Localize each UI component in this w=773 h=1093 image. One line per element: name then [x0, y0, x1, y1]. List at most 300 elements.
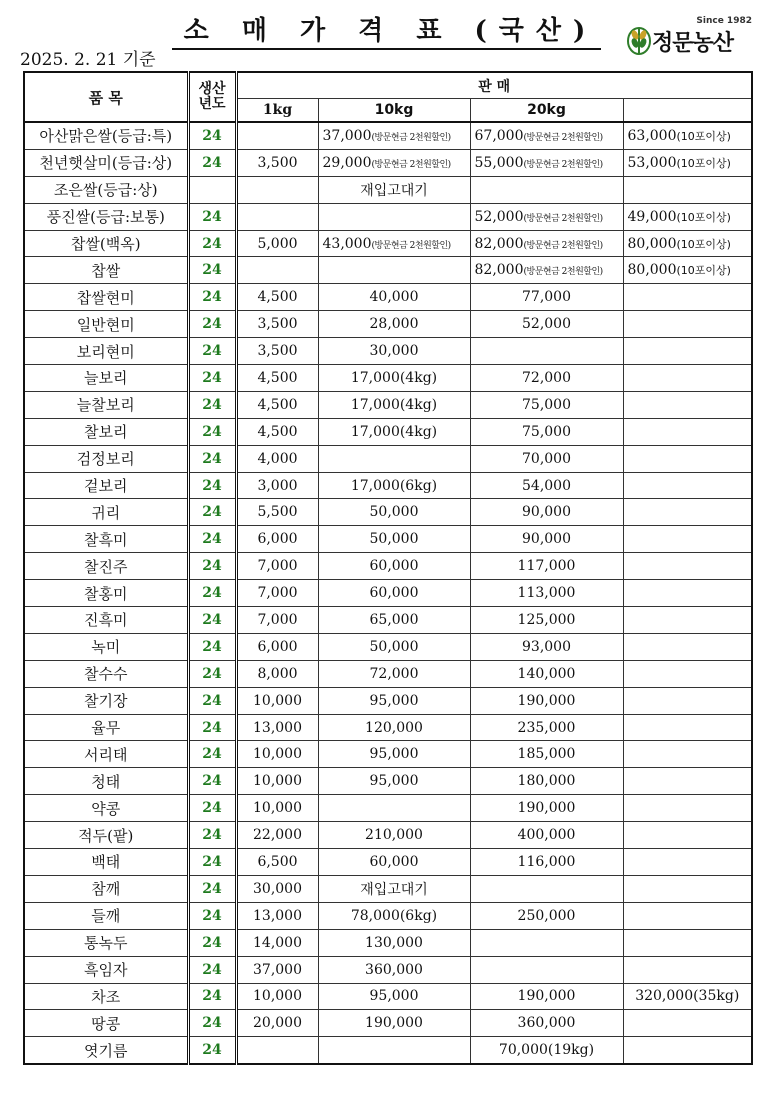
price-10kg-value: 360,000 [365, 961, 423, 978]
price-rows [24, 122, 752, 1064]
item-name: 참깨 [24, 875, 188, 902]
production-year: 24 [188, 203, 236, 230]
price-10kg-note: (방문현금 2천원할인) [371, 132, 451, 143]
price-20kg [470, 284, 623, 311]
table-row [24, 1037, 752, 1064]
price-20kg [470, 741, 623, 768]
item-name: 찹쌀 [24, 257, 188, 284]
table-row [24, 902, 752, 929]
price-1kg: 4,500 [236, 391, 318, 418]
price-20kg [470, 230, 623, 257]
price-bulk [623, 633, 752, 660]
production-year: 24 [188, 553, 236, 580]
price-10kg [318, 338, 470, 365]
price-10kg [318, 633, 470, 660]
item-name: 약콩 [24, 795, 188, 822]
price-20kg [470, 902, 623, 929]
price-1kg: 4,000 [236, 445, 318, 472]
production-year: 24 [188, 472, 236, 499]
price-bulk [623, 580, 752, 607]
price-1kg: 3,500 [236, 311, 318, 338]
price-bulk [623, 741, 752, 768]
production-year: 24 [188, 338, 236, 365]
price-bulk [623, 956, 752, 983]
price-1kg [236, 203, 318, 230]
price-bulk [623, 149, 752, 176]
price-bulk [623, 875, 752, 902]
production-year: 24 [188, 768, 236, 795]
table-row [24, 365, 752, 392]
price-10kg [318, 929, 470, 956]
price-20kg [470, 1037, 623, 1064]
price-20kg [470, 849, 623, 876]
price-10kg [318, 203, 470, 230]
item-name: 찹쌀현미 [24, 284, 188, 311]
price-20kg-value: 54,000 [522, 477, 571, 494]
item-name: 흑임자 [24, 956, 188, 983]
price-20kg-value: 90,000 [522, 504, 571, 521]
price-1kg: 8,000 [236, 660, 318, 687]
table-row [24, 660, 752, 687]
page-title: 소 매 가 격 표 (국산) [0, 10, 773, 47]
table-row [24, 122, 752, 149]
price-bulk [623, 257, 752, 284]
price-10kg-value: 130,000 [365, 934, 423, 951]
price-20kg-value: 75,000 [522, 423, 571, 440]
price-20kg [470, 338, 623, 365]
price-10kg-value: 29,000 [322, 154, 372, 171]
item-name: 엿기름 [24, 1037, 188, 1064]
production-year: 24 [188, 311, 236, 338]
price-20kg [470, 875, 623, 902]
price-10kg [318, 176, 470, 203]
price-10kg-value: 50,000 [369, 638, 419, 655]
table-row [24, 149, 752, 176]
price-20kg [470, 580, 623, 607]
price-10kg [318, 553, 470, 580]
price-table [23, 71, 753, 1065]
price-10kg [318, 795, 470, 822]
price-20kg [470, 122, 623, 149]
price-20kg-note: (방문현금 2천원할인) [523, 240, 603, 251]
price-1kg [236, 176, 318, 203]
price-20kg-value: 180,000 [517, 773, 576, 790]
price-bulk-value: 53,000 [627, 154, 677, 171]
production-year [188, 176, 236, 203]
price-1kg: 22,000 [236, 822, 318, 849]
price-10kg [318, 902, 470, 929]
item-name: 보리현미 [24, 338, 188, 365]
price-10kg-note: (방문현금 2천원할인) [371, 159, 451, 170]
price-1kg: 6,500 [236, 849, 318, 876]
price-20kg-note: (방문현금 2천원할인) [523, 132, 603, 143]
price-bulk [623, 445, 752, 472]
item-name: 찰홍미 [24, 580, 188, 607]
price-bulk [623, 687, 752, 714]
price-20kg [470, 660, 623, 687]
price-20kg-value: 70,000(19kg) [498, 1042, 595, 1059]
table-row [24, 257, 752, 284]
production-year: 24 [188, 929, 236, 956]
item-name: 율무 [24, 714, 188, 741]
price-20kg [470, 929, 623, 956]
price-20kg-value: 67,000 [474, 127, 524, 144]
item-name: 찰기장 [24, 687, 188, 714]
price-bulk [623, 472, 752, 499]
price-20kg-value: 70,000 [522, 450, 571, 467]
price-20kg-value: 52,000 [474, 208, 524, 225]
item-name: 찰진주 [24, 553, 188, 580]
price-20kg [470, 418, 623, 445]
price-bulk [623, 553, 752, 580]
price-10kg [318, 149, 470, 176]
price-1kg: 7,000 [236, 607, 318, 634]
price-1kg: 20,000 [236, 1010, 318, 1037]
price-10kg [318, 875, 470, 902]
header-20kg: 20kg [470, 99, 623, 123]
price-10kg [318, 499, 470, 526]
table-row [24, 875, 752, 902]
price-20kg-note: (방문현금 2천원할인) [523, 159, 603, 170]
price-bulk-value: 49,000 [627, 208, 677, 225]
price-1kg: 4,500 [236, 365, 318, 392]
price-10kg [318, 1010, 470, 1037]
price-10kg-value: 37,000 [322, 127, 372, 144]
price-10kg [318, 1037, 470, 1064]
price-20kg [470, 795, 623, 822]
production-year: 24 [188, 365, 236, 392]
header-item: 품 목 [24, 72, 188, 122]
price-10kg [318, 607, 470, 634]
price-20kg [470, 714, 623, 741]
table-row [24, 795, 752, 822]
price-10kg-value: 120,000 [365, 719, 423, 736]
price-10kg-value: 50,000 [369, 531, 419, 548]
price-10kg-value: 190,000 [365, 1015, 423, 1032]
item-name: 서리태 [24, 741, 188, 768]
price-1kg [236, 122, 318, 149]
price-1kg: 7,000 [236, 553, 318, 580]
price-10kg [318, 257, 470, 284]
price-1kg: 7,000 [236, 580, 318, 607]
price-20kg-value: 190,000 [517, 692, 576, 709]
price-bulk [623, 122, 752, 149]
price-bulk [623, 902, 752, 929]
price-10kg-value: 50,000 [369, 504, 419, 521]
price-1kg: 30,000 [236, 875, 318, 902]
price-10kg [318, 391, 470, 418]
production-year: 24 [188, 284, 236, 311]
price-10kg [318, 822, 470, 849]
production-year: 24 [188, 445, 236, 472]
table-row [24, 768, 752, 795]
production-year: 24 [188, 687, 236, 714]
price-bulk [623, 660, 752, 687]
item-name: 청태 [24, 768, 188, 795]
production-year: 24 [188, 633, 236, 660]
price-20kg [470, 687, 623, 714]
production-year: 24 [188, 902, 236, 929]
price-20kg-value: 250,000 [517, 907, 576, 924]
price-bulk-note: (10포이상) [676, 129, 731, 143]
price-1kg: 13,000 [236, 902, 318, 929]
item-name: 찰흑미 [24, 526, 188, 553]
price-10kg [318, 230, 470, 257]
price-bulk [623, 849, 752, 876]
header-1kg: 1kg [236, 99, 318, 123]
price-bulk [623, 929, 752, 956]
item-name: 천년햇살미(등급:상) [24, 149, 188, 176]
table-row [24, 1010, 752, 1037]
price-10kg-value: 40,000 [369, 289, 419, 306]
price-10kg [318, 741, 470, 768]
price-bulk [623, 607, 752, 634]
header-year: 생산년도 [188, 72, 236, 122]
table-row [24, 849, 752, 876]
production-year: 24 [188, 499, 236, 526]
item-name: 백태 [24, 849, 188, 876]
price-bulk [623, 1010, 752, 1037]
price-1kg: 4,500 [236, 284, 318, 311]
price-20kg [470, 983, 623, 1010]
price-bulk [623, 983, 752, 1010]
header-sale: 판 매 [236, 72, 752, 99]
price-10kg [318, 768, 470, 795]
price-bulk-note: (10포이상) [676, 156, 731, 170]
logo-since: Since 1982 [696, 16, 752, 26]
table-row [24, 230, 752, 257]
item-name: 겉보리 [24, 472, 188, 499]
production-year: 24 [188, 122, 236, 149]
price-10kg [318, 687, 470, 714]
price-bulk-note: (10포이상) [676, 264, 731, 278]
table-row [24, 499, 752, 526]
table-row [24, 929, 752, 956]
price-20kg-value: 82,000 [474, 235, 524, 252]
production-year: 24 [188, 391, 236, 418]
price-10kg-value: 60,000 [369, 558, 419, 575]
price-10kg [318, 122, 470, 149]
price-20kg [470, 633, 623, 660]
item-name: 차조 [24, 983, 188, 1010]
price-bulk [623, 1037, 752, 1064]
table-row [24, 284, 752, 311]
price-20kg-note: (방문현금 2천원할인) [523, 267, 603, 278]
production-year: 24 [188, 230, 236, 257]
price-20kg-value: 72,000 [522, 369, 571, 386]
price-10kg-value: 72,000 [369, 665, 419, 682]
production-year: 24 [188, 714, 236, 741]
price-1kg: 10,000 [236, 741, 318, 768]
price-20kg [470, 445, 623, 472]
production-year: 24 [188, 149, 236, 176]
price-20kg [470, 391, 623, 418]
production-year: 24 [188, 257, 236, 284]
item-name: 늘보리 [24, 365, 188, 392]
price-10kg-value: 17,000(6kg) [350, 477, 438, 494]
table-row [24, 445, 752, 472]
price-10kg [318, 849, 470, 876]
reference-date: 2025. 2. 21 기준 [20, 50, 156, 70]
price-20kg [470, 499, 623, 526]
item-name: 찹쌀(백옥) [24, 230, 188, 257]
price-bulk [623, 176, 752, 203]
price-10kg-value: 17,000(4kg) [350, 369, 438, 386]
price-1kg: 4,500 [236, 418, 318, 445]
price-bulk-value: 80,000 [627, 262, 677, 279]
price-bulk [623, 714, 752, 741]
price-20kg-value: 140,000 [517, 665, 576, 682]
price-10kg-value: 95,000 [369, 746, 419, 763]
price-10kg-value: 78,000(6kg) [350, 907, 438, 924]
production-year: 24 [188, 983, 236, 1010]
price-bulk [623, 391, 752, 418]
price-10kg [318, 472, 470, 499]
item-name: 땅콩 [24, 1010, 188, 1037]
price-bulk [623, 499, 752, 526]
price-1kg: 10,000 [236, 687, 318, 714]
price-bulk [623, 418, 752, 445]
price-bulk-value: 320,000(35kg) [635, 988, 740, 1005]
price-10kg-value: 65,000 [369, 611, 419, 628]
price-10kg [318, 714, 470, 741]
price-1kg: 13,000 [236, 714, 318, 741]
price-1kg: 3,500 [236, 338, 318, 365]
price-10kg [318, 365, 470, 392]
price-10kg-value: 17,000(4kg) [350, 423, 438, 440]
price-1kg: 5,000 [236, 230, 318, 257]
production-year: 24 [188, 580, 236, 607]
price-20kg-value: 117,000 [517, 558, 576, 575]
item-name: 적두(팥) [24, 822, 188, 849]
price-10kg-value: 95,000 [369, 988, 419, 1005]
table-row [24, 553, 752, 580]
item-name: 검정보리 [24, 445, 188, 472]
price-10kg-value: 60,000 [369, 585, 419, 602]
price-20kg-value: 125,000 [517, 611, 576, 628]
price-20kg-value: 82,000 [474, 262, 524, 279]
table-row [24, 607, 752, 634]
price-20kg [470, 176, 623, 203]
price-1kg: 14,000 [236, 929, 318, 956]
price-bulk [623, 526, 752, 553]
production-year: 24 [188, 849, 236, 876]
price-20kg-value: 77,000 [522, 289, 571, 306]
price-bulk [623, 795, 752, 822]
item-name: 통녹두 [24, 929, 188, 956]
header-10kg: 10kg [318, 99, 470, 123]
price-20kg [470, 365, 623, 392]
price-20kg-value: 113,000 [517, 585, 576, 602]
price-bulk [623, 338, 752, 365]
price-bulk-note: (10포이상) [676, 237, 731, 251]
price-10kg-value: 17,000(4kg) [350, 396, 438, 413]
price-bulk [623, 203, 752, 230]
item-name: 찰수수 [24, 660, 188, 687]
production-year: 24 [188, 1037, 236, 1064]
production-year: 24 [188, 526, 236, 553]
item-name: 일반현미 [24, 311, 188, 338]
price-bulk-value: 80,000 [627, 235, 677, 252]
production-year: 24 [188, 418, 236, 445]
price-20kg [470, 607, 623, 634]
price-10kg [318, 418, 470, 445]
price-1kg: 5,500 [236, 499, 318, 526]
table-row [24, 176, 752, 203]
price-20kg-value: 93,000 [522, 638, 571, 655]
price-1kg: 3,000 [236, 472, 318, 499]
price-20kg [470, 822, 623, 849]
price-10kg-value: 60,000 [369, 853, 419, 870]
price-20kg-value: 90,000 [522, 531, 571, 548]
price-20kg-value: 235,000 [517, 719, 576, 736]
price-10kg-value: 43,000 [322, 235, 372, 252]
table-row [24, 338, 752, 365]
price-20kg-value: 75,000 [522, 396, 571, 413]
table-row [24, 391, 752, 418]
price-10kg [318, 956, 470, 983]
table-row [24, 822, 752, 849]
production-year: 24 [188, 875, 236, 902]
price-20kg-value: 400,000 [517, 827, 576, 844]
price-20kg-value: 52,000 [522, 316, 571, 333]
price-20kg [470, 203, 623, 230]
table-row [24, 311, 752, 338]
price-bulk-note: (10포이상) [676, 210, 731, 224]
price-1kg [236, 257, 318, 284]
price-20kg [470, 768, 623, 795]
price-bulk-value: 63,000 [627, 127, 677, 144]
price-1kg [236, 1037, 318, 1064]
price-1kg: 3,500 [236, 149, 318, 176]
price-10kg-value: 30,000 [369, 343, 419, 360]
price-1kg: 6,000 [236, 633, 318, 660]
price-10kg-value: 95,000 [369, 773, 419, 790]
item-name: 녹미 [24, 633, 188, 660]
price-bulk [623, 822, 752, 849]
price-1kg: 10,000 [236, 768, 318, 795]
price-20kg-value: 55,000 [474, 154, 524, 171]
price-10kg [318, 983, 470, 1010]
production-year: 24 [188, 607, 236, 634]
price-bulk [623, 365, 752, 392]
price-10kg [318, 284, 470, 311]
table-row [24, 741, 752, 768]
price-20kg-value: 116,000 [517, 853, 576, 870]
price-20kg-note: (방문현금 2천원할인) [523, 213, 603, 224]
table-row [24, 418, 752, 445]
price-20kg-value: 190,000 [517, 800, 576, 817]
production-year: 24 [188, 956, 236, 983]
table-row [24, 633, 752, 660]
price-1kg: 10,000 [236, 795, 318, 822]
price-10kg-value: 95,000 [369, 692, 419, 709]
price-10kg-value: 재입고대기 [360, 182, 428, 199]
price-10kg [318, 526, 470, 553]
item-name: 조은쌀(등급:상) [24, 176, 188, 203]
price-20kg-value: 185,000 [517, 746, 576, 763]
item-name: 들깨 [24, 902, 188, 929]
price-1kg: 6,000 [236, 526, 318, 553]
price-20kg [470, 149, 623, 176]
table-row [24, 203, 752, 230]
table-row [24, 526, 752, 553]
price-bulk [623, 230, 752, 257]
price-20kg [470, 311, 623, 338]
production-year: 24 [188, 741, 236, 768]
price-20kg [470, 553, 623, 580]
item-name: 풍진쌀(등급:보통) [24, 203, 188, 230]
